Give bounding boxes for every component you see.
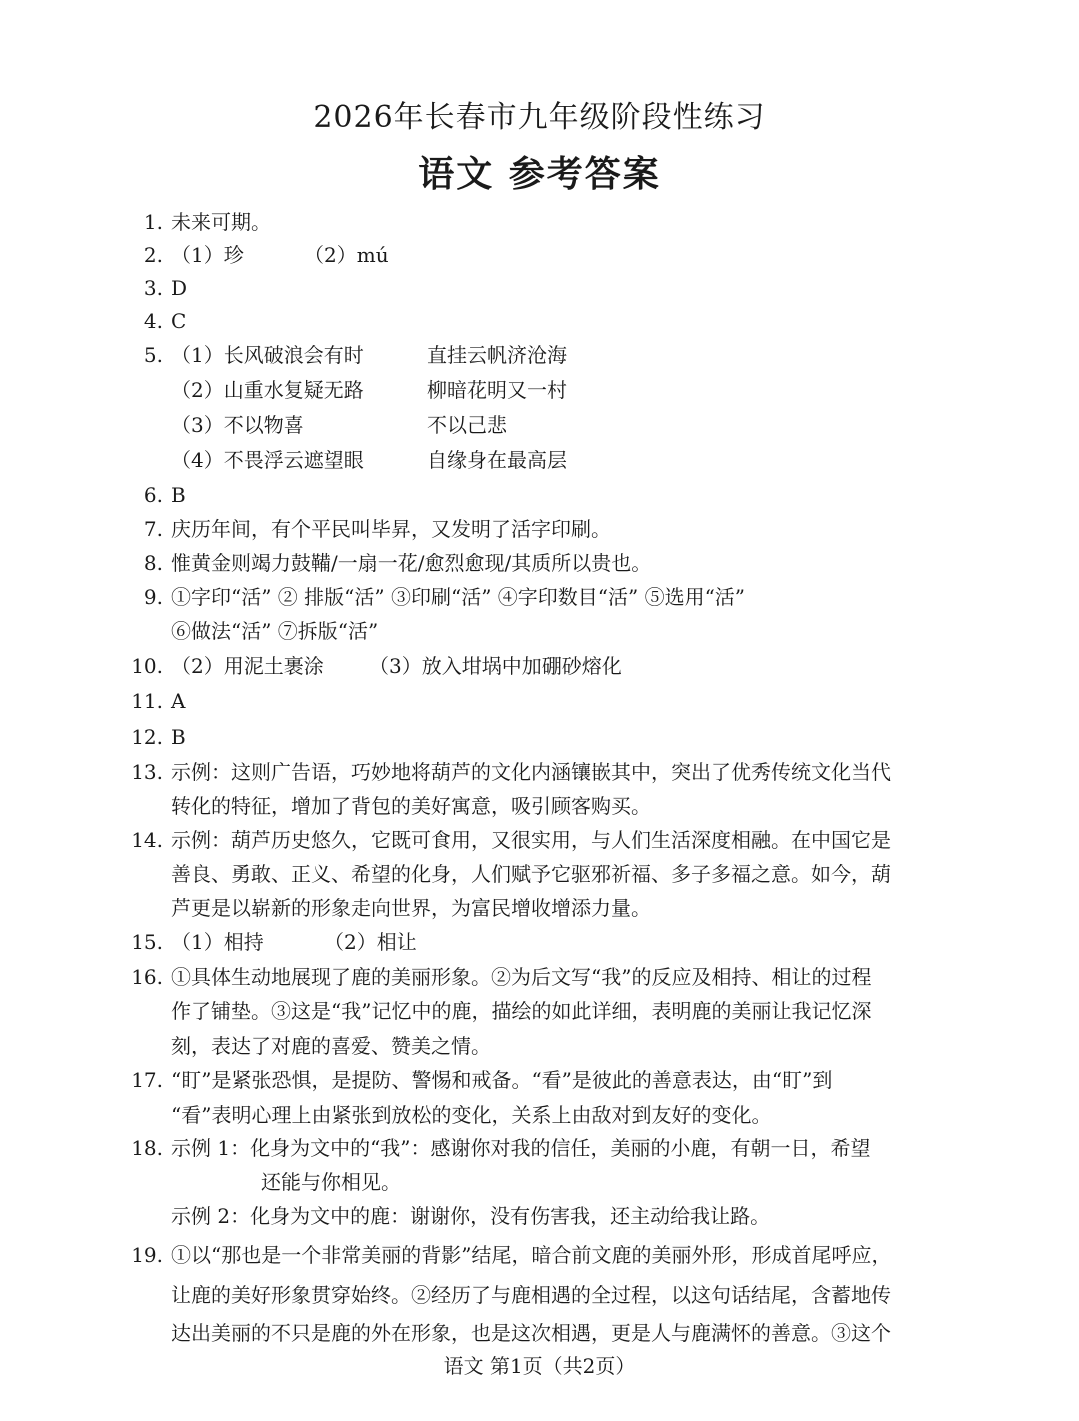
answer-row	[105, 1165, 975, 1199]
answer-text: 让鹿的美好形象贯穿始终。②经历了与鹿相遇的全过程，以这句话结尾，含蓄地传	[171, 1283, 891, 1307]
answer-text: （1）长风破浪会有时	[171, 343, 364, 367]
answer-row	[105, 1238, 975, 1272]
answer-row	[105, 238, 975, 272]
answer-row	[105, 857, 975, 891]
answer-row	[105, 823, 975, 857]
answer-text: （2）用泥土裹涂	[171, 654, 324, 678]
answer-text: （3）不以物喜	[171, 413, 304, 437]
answer-text: ⑥做法“活” ⑦拆版“活”	[171, 619, 379, 643]
answer-number: 9.	[143, 585, 163, 609]
answer-text: “看”表明心理上由紧张到放松的变化，关系上由敌对到友好的变化。	[171, 1103, 772, 1127]
answer-number: 15.	[131, 930, 163, 954]
answer-number: 5.	[143, 343, 163, 367]
answer-row	[105, 478, 975, 512]
answer-text: 善良、勇敢、正义、希望的化身，人们赋予它驱邪祈福、多子多福之意。如今，葫	[171, 862, 891, 886]
answer-row	[105, 1063, 975, 1097]
answer-text: 庆历年间，有个平民叫毕昇，又发明了活字印刷。	[171, 517, 611, 541]
answer-row	[105, 205, 975, 239]
answer-row	[105, 755, 975, 789]
answer-text: （1）珍	[171, 243, 244, 267]
answer-text: B	[171, 725, 186, 749]
answer-number: 18.	[131, 1136, 163, 1160]
answer-row	[105, 649, 975, 683]
answer-text: 刻，表达了对鹿的喜爱、赞美之情。	[171, 1034, 491, 1058]
answer-row	[105, 789, 975, 823]
answer-row	[105, 304, 975, 338]
answer-row	[105, 443, 975, 477]
answer-text-second-column: 柳暗花明又一村	[427, 378, 567, 402]
answer-row	[105, 1029, 975, 1063]
answer-row	[105, 373, 975, 407]
answer-text: 转化的特征，增加了背包的美好寓意，吸引顾客购买。	[171, 794, 651, 818]
answer-text: 示例：葫芦历史悠久，它既可食用，又很实用，与人们生活深度相融。在中国它是	[171, 828, 891, 852]
answer-text-second-column: 不以己悲	[427, 413, 507, 437]
answer-number: 1.	[143, 210, 163, 234]
answer-text: A	[171, 689, 186, 713]
answer-text: （2）山重水复疑无路	[171, 378, 364, 402]
answer-row	[105, 271, 975, 305]
document-subtitle: 语文 参考答案	[418, 154, 661, 195]
page-footer: 语文 第1页（共2页）	[443, 1354, 636, 1378]
answer-text: 示例 1：化身为文中的“我”：感谢你对我的信任，美丽的小鹿，有朝一日，希望	[171, 1136, 871, 1160]
answer-number: 13.	[131, 760, 163, 784]
answer-text: （1）相持	[171, 930, 264, 954]
answer-row	[105, 580, 975, 614]
answer-number: 11.	[131, 689, 163, 713]
answer-row	[105, 1199, 975, 1233]
answer-text-second-column: （2）mú	[304, 243, 389, 267]
answer-number: 12.	[131, 725, 163, 749]
answer-text-second-column: 自缘身在最高层	[427, 448, 567, 472]
answer-row	[105, 925, 975, 959]
answer-text: “盯”是紧张恐惧，是提防、警惕和戒备。“看”是彼此的善意表达，由“盯”到	[171, 1068, 833, 1092]
answer-row	[105, 994, 975, 1028]
answer-text: 还能与你相见。	[261, 1170, 401, 1194]
answer-text: 示例 2：化身为文中的鹿：谢谢你，没有伤害我，还主动给我让路。	[171, 1204, 771, 1228]
answer-row	[105, 891, 975, 925]
answer-text: B	[171, 483, 186, 507]
answer-row	[105, 1131, 975, 1165]
answer-text: ①具体生动地展现了鹿的美丽形象。②为后文写“我”的反应及相持、相让的过程	[171, 965, 872, 989]
answer-row	[105, 614, 975, 648]
answer-row	[105, 720, 975, 754]
answer-text-second-column: （2）相让	[324, 930, 417, 954]
answer-number: 4.	[143, 309, 163, 333]
answer-row	[105, 408, 975, 442]
answer-number: 8.	[143, 551, 163, 575]
answer-text: 芦更是以崭新的形象走向世界，为富民增收增添力量。	[171, 896, 651, 920]
answer-row	[105, 1098, 975, 1132]
answer-text: （4）不畏浮云遮望眼	[171, 448, 364, 472]
answer-number: 2.	[143, 243, 163, 267]
answer-number: 3.	[143, 276, 163, 300]
answer-number: 10.	[131, 654, 163, 678]
answer-text: ①以“那也是一个非常美丽的背影”结尾，暗合前文鹿的美丽外形，形成首尾呼应，	[171, 1243, 892, 1267]
answer-row	[105, 546, 975, 580]
answer-row	[105, 1316, 975, 1350]
answer-text: 未来可期。	[171, 210, 271, 234]
answer-text-second-column: 直挂云帆济沧海	[427, 343, 567, 367]
answer-number: 17.	[131, 1068, 163, 1092]
answer-row	[105, 684, 975, 718]
answer-row	[105, 512, 975, 546]
answer-text: 惟黄金则竭力鼓鞴/一扇一花/愈烈愈现/其质所以贵也。	[171, 551, 652, 575]
answer-number: 14.	[131, 828, 163, 852]
answer-text: 达出美丽的不只是鹿的外在形象，也是这次相遇，更是人与鹿满怀的善意。③这个	[171, 1321, 891, 1345]
answer-text: C	[171, 309, 187, 333]
answer-text-second-column: （3）放入坩埚中加硼砂熔化	[369, 654, 622, 678]
answer-row	[105, 1278, 975, 1312]
answer-number: 19.	[131, 1243, 163, 1267]
answer-number: 6.	[143, 483, 163, 507]
answer-number: 16.	[131, 965, 163, 989]
answer-text: 示例：这则广告语，巧妙地将葫芦的文化内涵镶嵌其中，突出了优秀传统文化当代	[171, 760, 891, 784]
answer-row	[105, 338, 975, 372]
document-title: 2026年长春市九年级阶段性练习	[313, 100, 766, 135]
answer-text: ①字印“活” ② 排版“活” ③印刷“活” ④字印数目“活” ⑤选用“活”	[171, 585, 746, 609]
answer-text: 作了铺垫。③这是“我”记忆中的鹿，描绘的如此详细，表明鹿的美丽让我记忆深	[171, 999, 872, 1023]
answer-number: 7.	[143, 517, 163, 541]
answer-row	[105, 960, 975, 994]
answer-text: D	[171, 276, 188, 300]
